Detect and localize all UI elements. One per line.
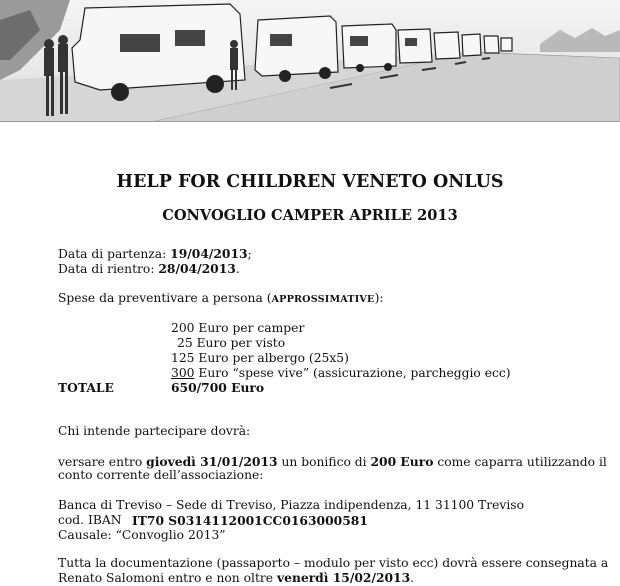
payment-text: versare entro (58, 455, 147, 469)
expense-amount: 25 (177, 336, 193, 350)
departure-label: Data di partenza: (58, 247, 171, 261)
expense-item (171, 366, 511, 381)
documentation-suffix: . (410, 571, 415, 585)
departure-line (58, 246, 252, 262)
total-value: 650/700 Euro (171, 380, 265, 395)
participation-intro: Chi intende partecipare dovrà: (58, 424, 251, 438)
expense-description: Euro per camper (194, 321, 305, 335)
expenses-intro-suffix: ): (374, 291, 384, 305)
payment-text: un bonifico di (277, 455, 371, 469)
bank-address: Banca di Treviso – Sede di Treviso, Piazza indipendenza, 11 31100 Treviso (58, 498, 524, 512)
payment-text: come caparra utilizzando il (433, 455, 607, 469)
document-subtitle: CONVOGLIO CAMPER APRILE 2013 (162, 207, 458, 224)
return-line (58, 261, 240, 277)
departure-date: 19/04/2013 (170, 246, 248, 261)
departure-suffix: ; (247, 247, 252, 261)
return-date: 28/04/2013 (158, 261, 236, 276)
expense-item (171, 351, 349, 366)
documentation-text: Renato Salomoni entro e non oltre (58, 571, 277, 585)
expense-description: Euro “spese vive” (assicurazione, parcheggio ecc) (194, 366, 511, 380)
total-label: TOTALE (58, 380, 114, 395)
return-suffix: . (235, 262, 240, 276)
payment-causale: Causale: “Convoglio 2013” (58, 528, 226, 542)
expenses-intro (58, 291, 384, 307)
expenses-intro-emphasis: APPROSSIMATIVE (271, 294, 375, 305)
iban-label: cod. IBAN (58, 513, 122, 527)
document-title: HELP FOR CHILDREN VENETO ONLUS (116, 172, 504, 192)
documentation-line-1: Tutta la documentazione (passaporto – modulo per visto ecc) dovrà essere consegnata a (58, 556, 609, 570)
expenses-intro-prefix: Spese da preventivare a persona ( (58, 291, 272, 305)
payment-deadline: giovedì 31/01/2013 (146, 454, 278, 469)
expense-item (177, 336, 285, 351)
documentation-deadline: venerdì 15/02/2013 (276, 570, 411, 585)
expense-amount: 300 (171, 366, 195, 380)
expense-amount: 200 (171, 321, 195, 335)
expense-amount: 125 (171, 351, 195, 365)
return-label: Data di rientro: (58, 262, 159, 276)
expense-description: Euro per visto (192, 336, 286, 350)
documentation-line-2 (58, 570, 414, 586)
expense-item (171, 321, 304, 336)
expense-description: Euro per albergo (25x5) (194, 351, 349, 365)
payment-amount: 200 Euro (370, 454, 434, 469)
payment-line-2: conto corrente dell’associazione: (58, 468, 264, 482)
iban-value: IT70 S0314112001CC0163000581 (132, 513, 368, 528)
